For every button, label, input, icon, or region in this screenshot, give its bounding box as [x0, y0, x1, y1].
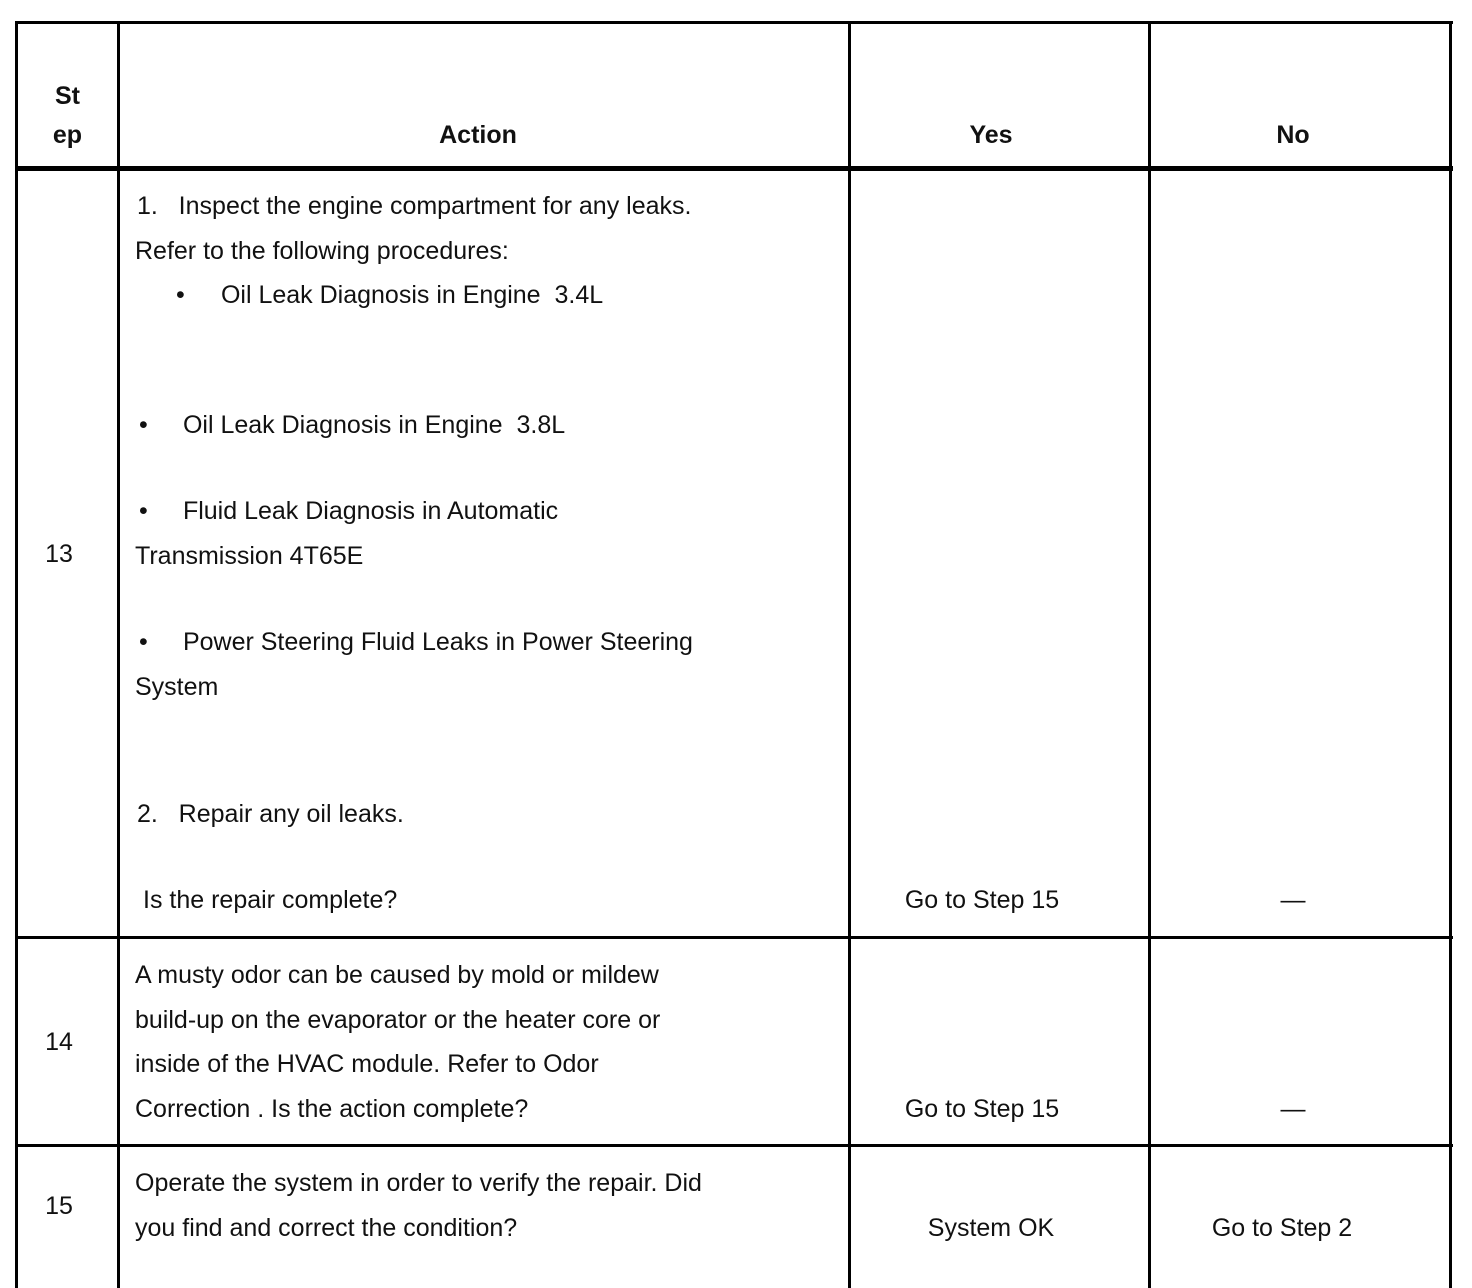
bullet-marker: •	[176, 281, 185, 309]
row-14-action-line-1: A musty odor can be caused by mold or mildew	[135, 961, 659, 989]
row-14-action-line-3: inside of the HVAC module. Refer to Odor	[135, 1050, 599, 1078]
row-14-yes: Go to Step 15	[904, 1095, 1060, 1123]
bullet-marker: •	[139, 411, 148, 439]
row-15-yes: System OK	[927, 1214, 1055, 1242]
row-14-action-line-4: Correction . Is the action complete?	[135, 1095, 529, 1123]
row-15-action-line-2: you find and correct the condition?	[135, 1214, 518, 1242]
row-13-refer-text: Refer to the following procedures:	[135, 237, 509, 265]
bullet-text: Power Steering Fluid Leaks in Power Steering	[182, 628, 693, 656]
row-13-bullet-3-continuation: Transmission 4T65E	[135, 542, 364, 570]
table-left-border	[15, 21, 18, 1288]
row-13-bullet-4	[139, 620, 693, 665]
row-13-item-1: 1. Inspect the engine compartment for any leaks.	[137, 192, 692, 220]
row-13-step: 13	[45, 540, 73, 568]
row-14-step: 14	[45, 1028, 73, 1056]
header-step-line-2: ep	[52, 121, 83, 149]
row-15-no: Go to Step 2	[1211, 1214, 1353, 1242]
table-right-border	[1449, 21, 1452, 1288]
row-13-no: —	[1280, 886, 1306, 914]
bullet-text: Oil Leak Diagnosis in Engine 3.4L	[220, 281, 604, 309]
step-col-divider	[117, 21, 120, 1288]
row-13-bullet-2	[139, 403, 565, 448]
row-15-step: 15	[45, 1192, 73, 1220]
row-13-bullet-3	[139, 489, 558, 534]
header-step	[18, 77, 117, 155]
header-bottom-border	[16, 166, 1453, 171]
row-13-item-2: 2. Repair any oil leaks.	[137, 800, 404, 828]
bullet-text: Fluid Leak Diagnosis in Automatic	[182, 497, 559, 525]
row-15-action-line-1: Operate the system in order to verify the repair. Did	[135, 1169, 702, 1197]
table-top-border	[16, 21, 1453, 24]
bullet-text: Oil Leak Diagnosis in Engine 3.8L	[182, 411, 566, 439]
row-14-action-line-2: build-up on the evaporator or the heater core or	[135, 1006, 661, 1034]
row-13-bottom-border	[16, 936, 1453, 939]
row-14-no: —	[1280, 1095, 1306, 1123]
header-step-line-1: St	[55, 82, 80, 110]
row-13-bullet-4-continuation: System	[135, 673, 219, 701]
header-action: Action	[439, 121, 517, 149]
bullet-marker: •	[139, 628, 148, 656]
header-yes: Yes	[969, 121, 1013, 149]
bullet-marker: •	[139, 497, 148, 525]
row-14-bottom-border	[16, 1144, 1453, 1147]
row-13-bullet-1	[176, 273, 603, 318]
header-no: No	[1276, 121, 1310, 149]
row-13-yes: Go to Step 15	[904, 886, 1060, 914]
row-13-question: Is the repair complete?	[143, 886, 398, 914]
